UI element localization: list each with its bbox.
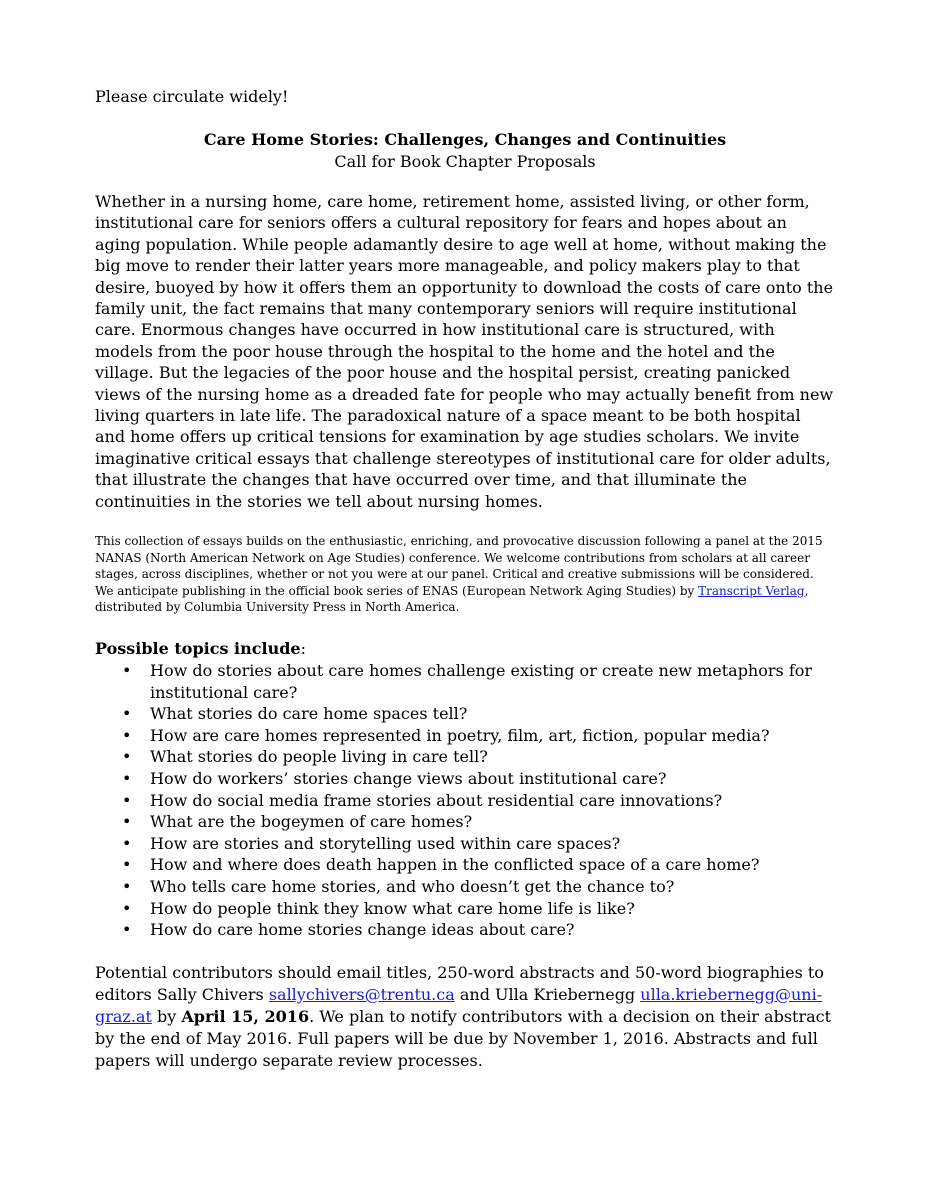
intro-line: Please circulate widely! bbox=[95, 87, 289, 106]
list-item bbox=[95, 811, 835, 833]
topics-list bbox=[95, 660, 835, 941]
topic-text: How are care homes represented in poetry, film, art, fiction, popular media? bbox=[150, 725, 770, 745]
topic-text: How do stories about care homes challenge existing or create new metaphors for institutional care? bbox=[150, 661, 813, 702]
list-item bbox=[95, 876, 835, 898]
transcript-verlag-link[interactable]: Transcript Verlag bbox=[698, 583, 805, 598]
contributors-paragraph bbox=[95, 962, 835, 1072]
main-paragraph: Whether in a nursing home, care home, retirement home, assisted living, or other form, institutional care for seniors offers a cultural repository for fears and hopes about an aging population. While people adamantly desire to age well at home, without making the big move to render their latter years more manageable, and policy makers play to that desire, buoyed by how it offers them an opportunity to download the costs of care onto the family unit, the fact remains that many contemporary seniors will require institutional care. Enormous changes have occurred in how institutional care is structured, with models from the poor house through the hospital to the home and the hotel and the village. But the legacies of the poor house and the hospital persist, creating panicked views of the nursing home as a dreaded fate for people who may actually benefit from new living quarters in late life. The paradoxical nature of a space meant to be both hospital and home offers up critical tensions for examination by age studies scholars. We invite imaginative critical essays that challenge stereotypes of institutional care for older adults, that illustrate the changes that have occurred over time, and that illuminate the continuities in the stories we tell about nursing homes. bbox=[95, 192, 834, 511]
deadline-date: April 15, 2016 bbox=[181, 1006, 310, 1026]
topic-text: How do care home stories change ideas about care? bbox=[150, 920, 575, 940]
bullet-icon: • bbox=[122, 769, 132, 789]
list-item bbox=[95, 833, 835, 855]
topic-text: What are the bogeymen of care homes? bbox=[150, 812, 473, 832]
list-item bbox=[95, 790, 835, 812]
list-item bbox=[95, 660, 835, 703]
topic-text: What stories do people living in care tell? bbox=[150, 747, 488, 767]
bullet-icon: • bbox=[122, 877, 132, 896]
bullet-icon: • bbox=[122, 725, 132, 745]
collection-text-after-link: , distributed by Columbia University Press in North America. bbox=[95, 583, 809, 615]
bullet-icon: • bbox=[122, 747, 132, 767]
document-subtitle: Call for Book Chapter Proposals bbox=[334, 152, 596, 171]
collection-paragraph bbox=[95, 533, 835, 616]
bullet-icon: • bbox=[122, 920, 132, 940]
bullet-icon: • bbox=[122, 898, 132, 918]
list-item bbox=[95, 703, 835, 725]
document-page bbox=[95, 86, 835, 1072]
bullet-icon: • bbox=[122, 812, 132, 832]
contributors-text-4: . We plan to notify contributors with a decision on their abstract by the end of May 2016. Full papers will be due by November 1, 2016. Abstracts and full papers will undergo separate review processes. bbox=[95, 1006, 832, 1070]
bullet-icon: • bbox=[122, 855, 132, 875]
list-item bbox=[95, 725, 835, 747]
email-link-sally-chivers[interactable]: sallychivers@trentu.ca bbox=[268, 984, 455, 1004]
topic-text: How are stories and storytelling used within care spaces? bbox=[150, 833, 621, 853]
topic-text: Who tells care home stories, and who doesn’t get the chance to? bbox=[150, 877, 675, 896]
list-item bbox=[95, 746, 835, 768]
list-item bbox=[95, 919, 835, 941]
title-block bbox=[95, 129, 835, 173]
collection-text-before-link: This collection of essays builds on the enthusiastic, enriching, and provocative discussion following a panel at the 2015 NANAS (North American Network on Age Studies) conference. We welcome contributions from scholars at all career stages, across disciplines, whether or not you were at our panel. Critical and creative submissions will be considered. We anticipate publishing in the official book series of ENAS (European Network Aging Studies) by bbox=[95, 534, 823, 598]
list-item bbox=[95, 898, 835, 920]
topic-text: How do workers’ stories change views about institutional care? bbox=[150, 769, 667, 789]
topic-text: What stories do care home spaces tell? bbox=[150, 704, 468, 724]
topic-text: How and where does death happen in the conflicted space of a care home? bbox=[150, 855, 760, 875]
topics-heading bbox=[95, 638, 835, 660]
bullet-icon: • bbox=[122, 661, 132, 681]
contributors-text-2: and Ulla Kriebernegg bbox=[454, 984, 641, 1004]
topics-heading-label: Possible topics include bbox=[95, 639, 301, 659]
bullet-icon: • bbox=[122, 833, 132, 853]
document-title: Care Home Stories: Challenges, Changes and Continuities bbox=[203, 130, 727, 149]
topics-heading-colon: : bbox=[300, 639, 306, 659]
email-link-ulla-kriebernegg[interactable]: ulla.kriebernegg@uni-graz.at bbox=[95, 984, 823, 1026]
bullet-icon: • bbox=[122, 704, 132, 724]
list-item bbox=[95, 854, 835, 876]
topic-text: How do social media frame stories about residential care innovations? bbox=[150, 790, 723, 810]
contributors-text-1: Potential contributors should email titles, 250-word abstracts and 50-word biographies to editors Sally Chivers bbox=[95, 962, 824, 1004]
topic-text: How do people think they know what care home life is like? bbox=[150, 898, 635, 918]
bullet-icon: • bbox=[122, 790, 132, 810]
list-item bbox=[95, 768, 835, 790]
contributors-text-3: by bbox=[151, 1006, 182, 1026]
